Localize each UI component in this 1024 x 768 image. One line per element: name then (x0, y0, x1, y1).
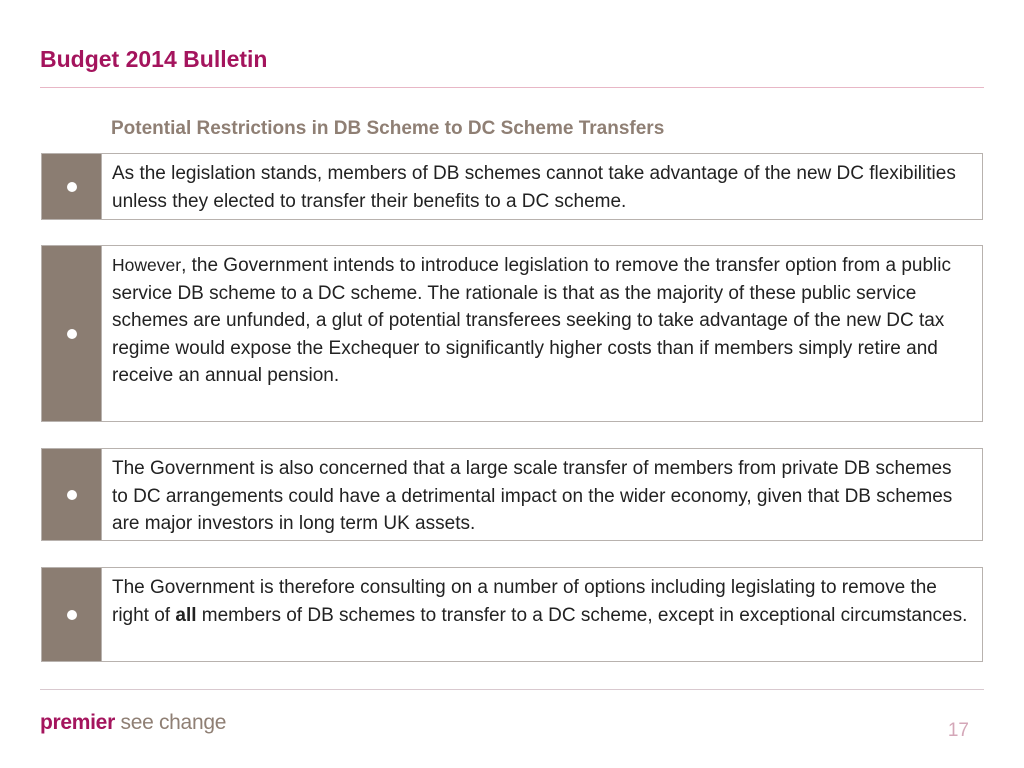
bullet-text: As the legislation stands, members of DB schemes cannot take advantage of the new DC flexibilities unless they elected to transfer their benefits to a DC scheme. (112, 163, 956, 212)
bullet-box-4 (41, 567, 983, 662)
header-divider (40, 87, 984, 88)
bullet-marker (42, 246, 102, 421)
bullet-dot-icon (67, 182, 77, 192)
premier-logo (40, 711, 226, 735)
bullet-text: The Government is also concerned that a large scale transfer of members from private DB schemes to DC arrangements could have a detrimental impact on the wider economy, given that DB schemes are major investors in long term UK assets. (112, 458, 953, 534)
bullet-text-1 (102, 154, 982, 219)
bullet-box-2 (41, 245, 983, 422)
bullet-marker (42, 568, 102, 661)
bullet-text-2 (102, 246, 982, 421)
bullet-box-1 (41, 153, 983, 220)
bullet-dot-icon (67, 329, 77, 339)
slide-title: Budget 2014 Bulletin (40, 46, 268, 72)
bullet-lead-word: However (112, 255, 182, 275)
footer-divider (40, 689, 984, 690)
bullet-box-3 (41, 448, 983, 541)
bullet-text-3 (102, 449, 982, 540)
bullet-marker (42, 449, 102, 540)
logo-tagline: see change (114, 711, 227, 734)
bullet-emphasis: all (175, 604, 197, 626)
bullet-text: , the Government intends to introduce legislation to remove the transfer option from a public service DB scheme to a DC scheme. The rationale is that as the majority of these public service schemes are unfunded, a glut of potential transferees seeking to take advantage of the new DC tax regime would expose the Exchequer to significantly higher costs than if members simply retire and receive an annual pension. (112, 255, 951, 386)
bullet-text-before: The Government is therefore consulting on a number of options including legislating to remove the right of (112, 577, 937, 626)
bullet-marker (42, 154, 102, 219)
logo-brand: premier (40, 711, 115, 734)
section-subtitle: Potential Restrictions in DB Scheme to DC Scheme Transfers (111, 118, 665, 139)
bullet-text-after: members of DB schemes to transfer to a DC scheme, except in exceptional circumstances. (196, 604, 968, 626)
bullet-dot-icon (67, 490, 77, 500)
bullet-dot-icon (67, 610, 77, 620)
bullet-text-4 (102, 568, 982, 661)
page-number: 17 (947, 720, 969, 741)
